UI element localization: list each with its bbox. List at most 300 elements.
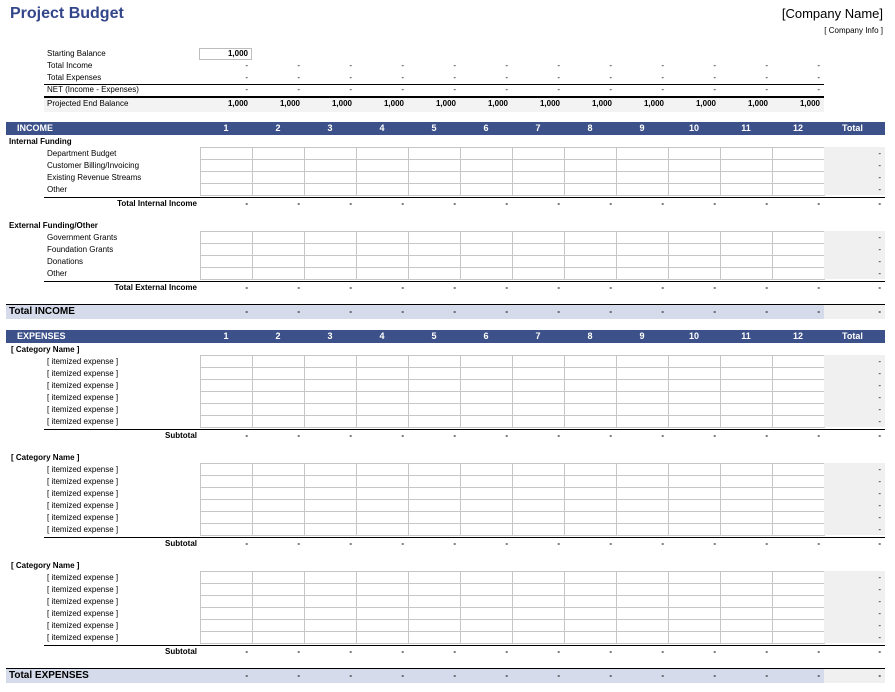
summary-value: - <box>713 73 716 82</box>
group-total-value: - <box>557 539 560 548</box>
total-rule <box>44 429 885 430</box>
input-cell[interactable] <box>564 631 617 644</box>
total-income-band <box>6 305 824 319</box>
row-total-value: - <box>878 573 881 582</box>
summary-value: 1,000 <box>747 99 768 108</box>
group-total-value: - <box>401 431 404 440</box>
month-header: 2 <box>275 123 281 133</box>
month-header: 7 <box>535 331 541 341</box>
summary-value: - <box>401 73 404 82</box>
row-total-cell <box>824 463 885 475</box>
summary-value: - <box>661 73 664 82</box>
total-rule <box>44 281 885 282</box>
row-total-cell <box>824 583 885 595</box>
row-total-cell <box>824 523 885 535</box>
input-cell[interactable] <box>252 267 305 280</box>
input-cell[interactable] <box>512 415 565 428</box>
total-income-value: - <box>661 307 664 316</box>
line-item-label[interactable]: [ itemized expense ] <box>47 597 119 606</box>
summary-value: - <box>817 61 820 70</box>
total-income-value: - <box>557 307 560 316</box>
row-total-value: - <box>878 381 881 390</box>
input-cell[interactable] <box>564 183 617 196</box>
summary-value: - <box>401 61 404 70</box>
total-expenses-value: - <box>505 671 508 680</box>
category-name[interactable]: [ Category Name ] <box>11 561 80 570</box>
summary-value: - <box>453 61 456 70</box>
group-total-value: - <box>401 199 404 208</box>
row-total-cell <box>824 147 885 159</box>
summary-value: - <box>765 73 768 82</box>
input-cell[interactable] <box>356 267 409 280</box>
total-rule <box>44 197 885 198</box>
group-total-value: - <box>349 199 352 208</box>
input-cell[interactable] <box>460 183 513 196</box>
group-total-value: - <box>817 647 820 656</box>
company-info[interactable]: [ Company Info ] <box>824 26 883 35</box>
summary-value: - <box>557 85 560 94</box>
input-cell[interactable] <box>252 523 305 536</box>
row-total-cell <box>824 607 885 619</box>
row-total-cell <box>824 415 885 427</box>
group-total-value: - <box>453 283 456 292</box>
group-total-label: Subtotal <box>165 539 197 548</box>
group-total-value: - <box>609 539 612 548</box>
month-header: 7 <box>535 123 541 133</box>
summary-value: 1,000 <box>539 99 560 108</box>
summary-value: 1,000 <box>279 99 300 108</box>
summary-value: 1,000 <box>695 99 716 108</box>
input-cell[interactable] <box>720 267 773 280</box>
input-cell[interactable] <box>668 183 721 196</box>
line-item-label[interactable]: [ itemized expense ] <box>47 357 119 366</box>
group-total-value: - <box>453 199 456 208</box>
row-total-value: - <box>878 161 881 170</box>
input-cell[interactable] <box>356 415 409 428</box>
summary-value: - <box>401 85 404 94</box>
group-total-grand: - <box>878 431 881 440</box>
group-total-value: - <box>297 431 300 440</box>
total-income-rule <box>6 304 885 305</box>
row-total-cell <box>824 159 885 171</box>
summary-value: - <box>817 73 820 82</box>
total-income-value: - <box>817 307 820 316</box>
line-item-label[interactable]: [ itemized expense ] <box>47 501 119 510</box>
summary-value: - <box>505 85 508 94</box>
group-total-value: - <box>245 539 248 548</box>
group-total-value: - <box>349 283 352 292</box>
line-item-label[interactable]: [ itemized expense ] <box>47 465 119 474</box>
income-title: INCOME <box>17 123 53 133</box>
input-cell[interactable] <box>460 415 513 428</box>
summary-label: Starting Balance <box>47 49 106 58</box>
month-header: 8 <box>587 331 593 341</box>
input-cell[interactable] <box>200 631 253 644</box>
group-total-value: - <box>453 539 456 548</box>
total-rule <box>44 645 885 646</box>
category-name[interactable]: Internal Funding <box>9 137 72 146</box>
input-cell[interactable] <box>512 183 565 196</box>
summary-value: - <box>557 61 560 70</box>
total-header: Total <box>842 331 863 341</box>
month-header: 6 <box>483 331 489 341</box>
group-total-value: - <box>349 647 352 656</box>
input-cell[interactable] <box>668 631 721 644</box>
group-total-grand: - <box>878 539 881 548</box>
total-expenses-value: - <box>713 671 716 680</box>
month-header: 1 <box>223 123 229 133</box>
line-item-label[interactable]: Government Grants <box>47 233 118 242</box>
group-total-value: - <box>297 199 300 208</box>
row-total-value: - <box>878 357 881 366</box>
input-cell[interactable] <box>304 523 357 536</box>
line-item-label[interactable]: [ itemized expense ] <box>47 585 119 594</box>
total-expenses-value: - <box>297 671 300 680</box>
summary-label: Projected End Balance <box>47 99 129 108</box>
input-cell[interactable] <box>512 267 565 280</box>
line-item-label[interactable]: [ itemized expense ] <box>47 393 119 402</box>
input-cell[interactable] <box>668 415 721 428</box>
group-total-grand: - <box>878 647 881 656</box>
total-expenses-value: - <box>453 671 456 680</box>
input-cell[interactable] <box>356 183 409 196</box>
input-cell[interactable] <box>668 523 721 536</box>
group-total-value: - <box>765 283 768 292</box>
total-income-grand: - <box>878 307 881 316</box>
group-total-value: - <box>297 647 300 656</box>
total-expenses-value: - <box>401 671 404 680</box>
row-total-cell <box>824 499 885 511</box>
group-total-value: - <box>765 431 768 440</box>
line-item-label[interactable]: Customer Billing/Invoicing <box>47 161 140 170</box>
summary-value: - <box>245 85 248 94</box>
category-name[interactable]: External Funding/Other <box>9 221 98 230</box>
row-total-value: - <box>878 149 881 158</box>
row-total-value: - <box>878 621 881 630</box>
total-income-value: - <box>713 307 716 316</box>
month-header: 5 <box>431 123 437 133</box>
group-total-value: - <box>713 199 716 208</box>
row-total-value: - <box>878 609 881 618</box>
group-total-value: - <box>505 431 508 440</box>
line-item-label[interactable]: [ itemized expense ] <box>47 621 119 630</box>
input-cell[interactable] <box>408 631 461 644</box>
group-total-value: - <box>245 283 248 292</box>
total-income-band-total <box>824 305 885 319</box>
total-income-value: - <box>765 307 768 316</box>
group-total-value: - <box>245 199 248 208</box>
input-cell[interactable] <box>304 415 357 428</box>
company-name[interactable]: [Company Name] <box>781 6 883 21</box>
group-total-value: - <box>245 431 248 440</box>
input-cell[interactable] <box>460 267 513 280</box>
row-total-value: - <box>878 633 881 642</box>
input-cell[interactable] <box>720 523 773 536</box>
line-item-label[interactable]: [ itemized expense ] <box>47 489 119 498</box>
total-expenses-value: - <box>765 671 768 680</box>
group-total-value: - <box>505 199 508 208</box>
row-total-cell <box>824 595 885 607</box>
input-cell[interactable] <box>772 523 825 536</box>
total-expenses-value: - <box>245 671 248 680</box>
group-total-value: - <box>817 199 820 208</box>
month-header: 11 <box>741 123 751 133</box>
summary-value: - <box>557 73 560 82</box>
input-cell[interactable] <box>564 523 617 536</box>
row-total-value: - <box>878 597 881 606</box>
month-header: 11 <box>741 331 751 341</box>
row-total-value: - <box>878 417 881 426</box>
page-title: Project Budget <box>10 5 124 22</box>
row-total-cell <box>824 367 885 379</box>
total-expenses-band <box>6 669 824 683</box>
input-cell[interactable] <box>512 523 565 536</box>
summary-value: - <box>765 61 768 70</box>
input-cell[interactable] <box>616 183 669 196</box>
total-income-value: - <box>505 307 508 316</box>
summary-value: 1,000 <box>435 99 456 108</box>
group-total-value: - <box>557 199 560 208</box>
month-header: 10 <box>688 331 699 341</box>
summary-value: - <box>349 73 352 82</box>
month-header: 9 <box>639 331 645 341</box>
line-item-label[interactable]: [ itemized expense ] <box>47 609 119 618</box>
total-income-value: - <box>297 307 300 316</box>
total-income-value: - <box>245 307 248 316</box>
summary-value: - <box>505 73 508 82</box>
row-total-value: - <box>878 405 881 414</box>
row-total-cell <box>824 355 885 367</box>
row-total-value: - <box>878 489 881 498</box>
total-expenses-value: - <box>661 671 664 680</box>
row-total-cell <box>824 231 885 243</box>
summary-value: - <box>661 61 664 70</box>
summary-label: Total Income <box>47 61 93 70</box>
input-cell[interactable] <box>616 415 669 428</box>
input-cell[interactable] <box>616 631 669 644</box>
input-cell[interactable] <box>460 631 513 644</box>
group-total-value: - <box>349 539 352 548</box>
row-total-value: - <box>878 245 881 254</box>
line-item-label[interactable]: [ itemized expense ] <box>47 513 119 522</box>
total-expenses-value: - <box>349 671 352 680</box>
summary-value: - <box>661 85 664 94</box>
row-total-cell <box>824 243 885 255</box>
total-income-value: - <box>349 307 352 316</box>
expenses-header-bar <box>6 330 885 343</box>
line-item-label[interactable]: [ itemized expense ] <box>47 405 119 414</box>
input-cell[interactable] <box>720 631 773 644</box>
group-total-value: - <box>713 647 716 656</box>
input-cell[interactable] <box>408 267 461 280</box>
input-cell[interactable] <box>460 523 513 536</box>
group-total-value: - <box>505 283 508 292</box>
row-total-cell <box>824 487 885 499</box>
category-name[interactable]: [ Category Name ] <box>11 345 80 354</box>
input-cell[interactable] <box>408 523 461 536</box>
row-total-cell <box>824 619 885 631</box>
input-cell[interactable] <box>564 267 617 280</box>
row-total-value: - <box>878 173 881 182</box>
line-item-label[interactable]: [ itemized expense ] <box>47 633 119 642</box>
group-total-value: - <box>713 539 716 548</box>
line-item-label[interactable]: [ itemized expense ] <box>47 369 119 378</box>
line-item-label[interactable]: Foundation Grants <box>47 245 114 254</box>
total-header: Total <box>842 123 863 133</box>
input-cell[interactable] <box>772 183 825 196</box>
input-cell[interactable] <box>616 523 669 536</box>
group-total-value: - <box>557 431 560 440</box>
row-total-cell <box>824 403 885 415</box>
input-cell[interactable] <box>772 415 825 428</box>
line-item-label[interactable]: [ itemized expense ] <box>47 525 119 534</box>
group-total-label: Total Internal Income <box>117 199 197 208</box>
group-total-value: - <box>401 539 404 548</box>
summary-value: 1,000 <box>383 99 404 108</box>
category-name[interactable]: [ Category Name ] <box>11 453 80 462</box>
group-total-label: Subtotal <box>165 647 197 656</box>
row-total-value: - <box>878 257 881 266</box>
total-expenses-label: Total EXPENSES <box>9 670 89 681</box>
input-cell[interactable] <box>564 415 617 428</box>
row-total-cell <box>824 511 885 523</box>
row-total-value: - <box>878 393 881 402</box>
group-total-value: - <box>661 647 664 656</box>
input-cell[interactable] <box>408 183 461 196</box>
summary-value: - <box>609 73 612 82</box>
summary-value: - <box>453 85 456 94</box>
group-total-value: - <box>609 647 612 656</box>
input-cell[interactable] <box>356 631 409 644</box>
group-total-value: - <box>505 539 508 548</box>
row-total-value: - <box>878 513 881 522</box>
summary-label: Total Expenses <box>47 73 102 82</box>
summary-value: - <box>609 61 612 70</box>
input-cell[interactable] <box>200 183 253 196</box>
summary-value: 1,000 <box>591 99 612 108</box>
row-total-cell <box>824 631 885 643</box>
summary-value: - <box>453 73 456 82</box>
group-total-value: - <box>453 647 456 656</box>
input-cell[interactable] <box>512 631 565 644</box>
line-item-label[interactable]: Other <box>47 269 68 278</box>
group-total-value: - <box>453 431 456 440</box>
total-income-value: - <box>401 307 404 316</box>
line-item-label[interactable]: Department Budget <box>47 149 117 158</box>
row-total-value: - <box>878 501 881 510</box>
row-total-cell <box>824 571 885 583</box>
month-header: 2 <box>275 331 281 341</box>
group-total-value: - <box>661 283 664 292</box>
month-header: 12 <box>792 331 803 341</box>
group-total-value: - <box>817 431 820 440</box>
total-expenses-grand: - <box>878 671 881 680</box>
month-header: 3 <box>327 331 333 341</box>
total-income-label: Total INCOME <box>9 306 75 317</box>
input-cell[interactable] <box>200 267 253 280</box>
input-cell[interactable] <box>720 415 773 428</box>
row-total-cell <box>824 183 885 195</box>
row-total-cell <box>824 379 885 391</box>
summary-value: - <box>817 85 820 94</box>
line-item-label[interactable]: [ itemized expense ] <box>47 477 119 486</box>
group-total-value: - <box>661 199 664 208</box>
group-total-value: - <box>817 539 820 548</box>
summary-value: - <box>349 61 352 70</box>
total-expenses-band-total <box>824 669 885 683</box>
input-cell[interactable] <box>200 523 253 536</box>
total-expenses-value: - <box>817 671 820 680</box>
group-total-value: - <box>609 431 612 440</box>
input-cell[interactable] <box>252 631 305 644</box>
input-cell[interactable] <box>616 267 669 280</box>
group-total-value: - <box>401 283 404 292</box>
input-cell[interactable] <box>408 415 461 428</box>
row-total-value: - <box>878 465 881 474</box>
input-cell[interactable] <box>772 267 825 280</box>
input-cell[interactable] <box>304 267 357 280</box>
input-cell[interactable] <box>356 523 409 536</box>
month-header: 4 <box>379 331 385 341</box>
group-total-value: - <box>609 199 612 208</box>
total-rule <box>44 537 885 538</box>
row-total-value: - <box>878 269 881 278</box>
input-cell[interactable] <box>252 183 305 196</box>
input-cell[interactable] <box>668 267 721 280</box>
summary-value: - <box>297 85 300 94</box>
expenses-title: EXPENSES <box>17 331 66 341</box>
row-total-value: - <box>878 585 881 594</box>
group-total-value: - <box>817 283 820 292</box>
total-expenses-value: - <box>609 671 612 680</box>
group-total-value: - <box>505 647 508 656</box>
total-expenses-rule <box>6 668 885 669</box>
summary-value: - <box>609 85 612 94</box>
group-total-value: - <box>557 283 560 292</box>
row-total-cell <box>824 267 885 279</box>
line-item-label[interactable]: Donations <box>47 257 84 266</box>
month-header: 1 <box>223 331 229 341</box>
group-total-value: - <box>245 647 248 656</box>
line-item-label[interactable]: Other <box>47 185 68 194</box>
input-cell[interactable] <box>720 183 773 196</box>
month-header: 8 <box>587 123 593 133</box>
total-expenses-value: - <box>557 671 560 680</box>
summary-label: NET (Income - Expenses) <box>47 85 139 94</box>
month-header: 6 <box>483 123 489 133</box>
line-item-label[interactable]: [ itemized expense ] <box>47 417 119 426</box>
summary-value: - <box>713 85 716 94</box>
line-item-label[interactable]: [ itemized expense ] <box>47 573 119 582</box>
input-cell[interactable] <box>252 415 305 428</box>
summary-value: - <box>349 85 352 94</box>
input-cell[interactable] <box>772 631 825 644</box>
summary-value: - <box>245 73 248 82</box>
starting-balance-value[interactable]: 1,000 <box>227 49 248 58</box>
group-total-value: - <box>713 431 716 440</box>
summary-value: - <box>713 61 716 70</box>
input-cell[interactable] <box>304 183 357 196</box>
group-total-value: - <box>661 431 664 440</box>
line-item-label[interactable]: Existing Revenue Streams <box>47 173 142 182</box>
summary-value: - <box>297 73 300 82</box>
line-item-label[interactable]: [ itemized expense ] <box>47 381 119 390</box>
summary-value: - <box>505 61 508 70</box>
group-total-value: - <box>401 647 404 656</box>
summary-value: - <box>245 61 248 70</box>
input-cell[interactable] <box>304 631 357 644</box>
input-cell[interactable] <box>200 415 253 428</box>
